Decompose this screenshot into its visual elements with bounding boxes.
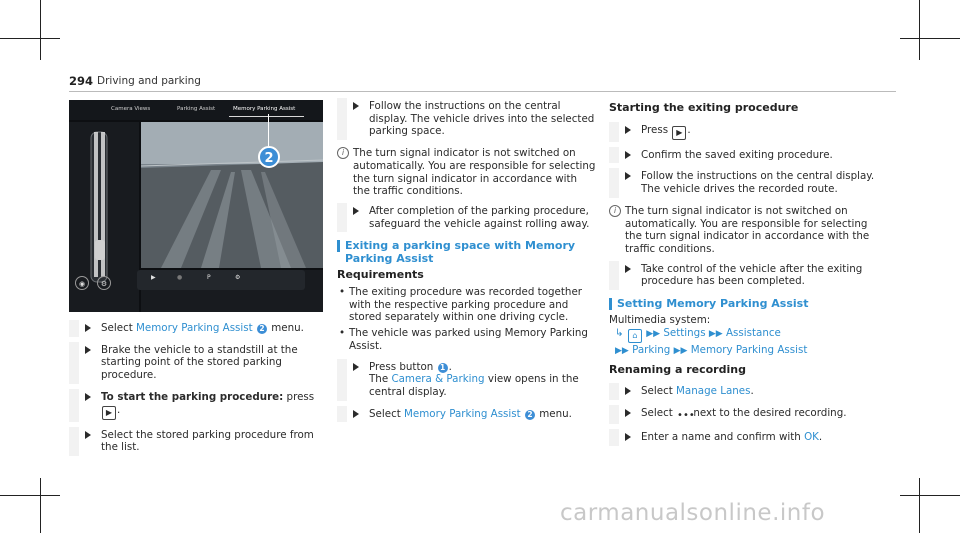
path-arrow-icon: ▶▶ xyxy=(646,328,661,339)
step-follow: Follow the instructions on the central display. The vehicle drives the recorded route. xyxy=(609,170,879,195)
info-note: i The turn signal indicator is not switched on automatically. You are responsible for selecting the turn signal indicator in accordance with the traffic conditions. xyxy=(337,147,597,198)
step-arrow-icon xyxy=(85,324,91,332)
page-number: 294 xyxy=(69,74,94,88)
menu-path-1: ↳ ⌂ ▶▶ Settings ▶▶ Assistance xyxy=(609,327,879,343)
play-icon: ▶ xyxy=(151,274,156,281)
tab-camera-views: Camera Views xyxy=(111,106,151,112)
crop-mark xyxy=(900,495,960,496)
road-lanes-graphic xyxy=(141,122,323,268)
parking-sensor-icon: ◉ xyxy=(75,276,89,290)
step-arrow-icon xyxy=(353,363,359,371)
column-2 xyxy=(337,100,597,429)
step-confirm: Confirm the saved exiting procedure. xyxy=(609,149,879,162)
menu-arrow-icon: ↳ xyxy=(615,326,624,339)
parking-icon: P xyxy=(207,274,211,281)
crop-mark xyxy=(900,38,960,39)
crop-mark xyxy=(40,0,41,60)
step-arrow-icon xyxy=(625,409,631,417)
path-arrow-icon: ▶▶ xyxy=(615,345,629,356)
crop-mark xyxy=(40,478,41,533)
step-arrow-icon xyxy=(625,387,631,395)
crop-mark xyxy=(0,38,60,39)
step-brake: Brake the vehicle to a standstill at the starting point of the stored parking procedure. xyxy=(69,344,324,382)
crop-mark xyxy=(919,478,920,533)
menu-link: Memory Parking Assist xyxy=(404,407,521,420)
step-follow-instructions: Follow the instructions on the central display. The vehicle drives into the selected parking space. xyxy=(337,100,597,138)
step-arrow-icon xyxy=(353,410,359,418)
step-arrow-icon xyxy=(85,431,91,439)
step-take-control: Take control of the vehicle after the exiting procedure has been completed. xyxy=(609,263,879,288)
step-arrow-icon xyxy=(625,265,631,273)
step-select-procedure: Select the stored parking procedure from the list. xyxy=(69,429,324,454)
step-arrow-icon xyxy=(625,433,631,441)
step-select-dots: Select ••• next to the desired recording. xyxy=(609,407,879,422)
tab-parking-assist: Parking Assist xyxy=(177,106,216,112)
camera-parking-link: Camera & Parking xyxy=(391,373,485,386)
display-tab-bar xyxy=(69,100,323,120)
requirement-item: • The exiting procedure was recorded together with the respective parking procedure and stored separately within one driving cycle. xyxy=(337,286,597,324)
path-arrow-icon: ▶▶ xyxy=(673,345,688,356)
step-arrow-icon xyxy=(353,102,359,110)
tab-memory-parking-assist: Memory Parking Assist xyxy=(233,106,296,112)
crop-mark xyxy=(0,495,60,496)
section-heading-setting: Setting Memory Parking Assist xyxy=(609,297,879,310)
ok-link: OK xyxy=(804,430,819,443)
step-select-menu: Select Memory Parking Assist 2 menu. xyxy=(69,322,324,335)
callout-2-badge: 2 xyxy=(258,146,280,168)
starting-exiting-title: Starting the exiting procedure xyxy=(609,101,799,114)
menu-path-2: ▶▶ Parking ▶▶ Memory Parking Assist xyxy=(615,343,808,356)
renaming-title: Renaming a recording xyxy=(609,363,746,377)
column-1 xyxy=(69,322,324,463)
active-tab-underline xyxy=(229,116,304,117)
play-button-icon: ▶ xyxy=(672,126,686,140)
callout-2-icon: 2 xyxy=(257,324,267,334)
manage-lanes-link: Manage Lanes xyxy=(676,385,751,398)
parking-display-image xyxy=(69,100,323,312)
home-icon: ⌂ xyxy=(628,329,642,343)
more-options-icon: ••• xyxy=(677,409,695,421)
step-manage-lanes: Select Manage Lanes. xyxy=(609,385,879,398)
step-press: Press ▶ . xyxy=(609,124,879,140)
path-arrow-icon: ▶▶ xyxy=(708,328,723,339)
menu-link: Memory Parking Assist xyxy=(136,322,253,334)
rear-camera-view xyxy=(141,122,323,268)
step-start-parking: To start the parking procedure: press ▶ . xyxy=(69,391,324,420)
vehicle-side-panel xyxy=(69,122,139,312)
info-icon: i xyxy=(337,147,349,159)
step-arrow-icon xyxy=(85,393,91,401)
multimedia-label: Multimedia system: xyxy=(609,314,711,327)
section-heading-exiting: Exiting a parking space with Memory Parking Assist xyxy=(337,239,597,265)
step-press-button: Press button 1 . The Camera & Parking view opens in the central display. xyxy=(337,361,597,399)
step-arrow-icon xyxy=(625,126,631,134)
step-arrow-icon xyxy=(625,151,631,159)
step-arrow-icon xyxy=(85,346,91,354)
camera-settings-icon: ⚙ xyxy=(97,276,111,290)
header-rule xyxy=(69,91,896,92)
info-icon: i xyxy=(609,205,621,217)
watermark-text: carmanualsonline.info xyxy=(560,500,826,526)
column-3 xyxy=(609,100,879,453)
record-icon: ● xyxy=(177,274,183,281)
display-control-bar xyxy=(137,270,305,290)
callout-2-icon: 2 xyxy=(525,410,535,420)
step-safeguard: After completion of the parking procedure, safeguard the vehicle against rolling away. xyxy=(337,205,597,230)
settings-icon: ⚙ xyxy=(235,274,241,281)
crop-mark xyxy=(919,0,920,60)
step-arrow-icon xyxy=(353,207,359,215)
info-note: i The turn signal indicator is not switched on automatically. You are responsible for selecting the turn signal indicator in accordance with the traffic conditions. xyxy=(609,205,879,256)
step-select-menu-2: Select Memory Parking Assist 2 menu. xyxy=(337,408,597,421)
section-title: Driving and parking xyxy=(97,75,201,87)
step-enter-name: Enter a name and confirm with OK. xyxy=(609,431,879,444)
callout-1-icon: 1 xyxy=(438,363,448,373)
requirements-title: Requirements xyxy=(337,268,424,282)
play-button-icon: ▶ xyxy=(102,406,116,420)
step-arrow-icon xyxy=(625,172,631,180)
requirement-item: • The vehicle was parked using Memory Parking Assist. xyxy=(337,327,597,352)
callout-line xyxy=(268,114,269,146)
